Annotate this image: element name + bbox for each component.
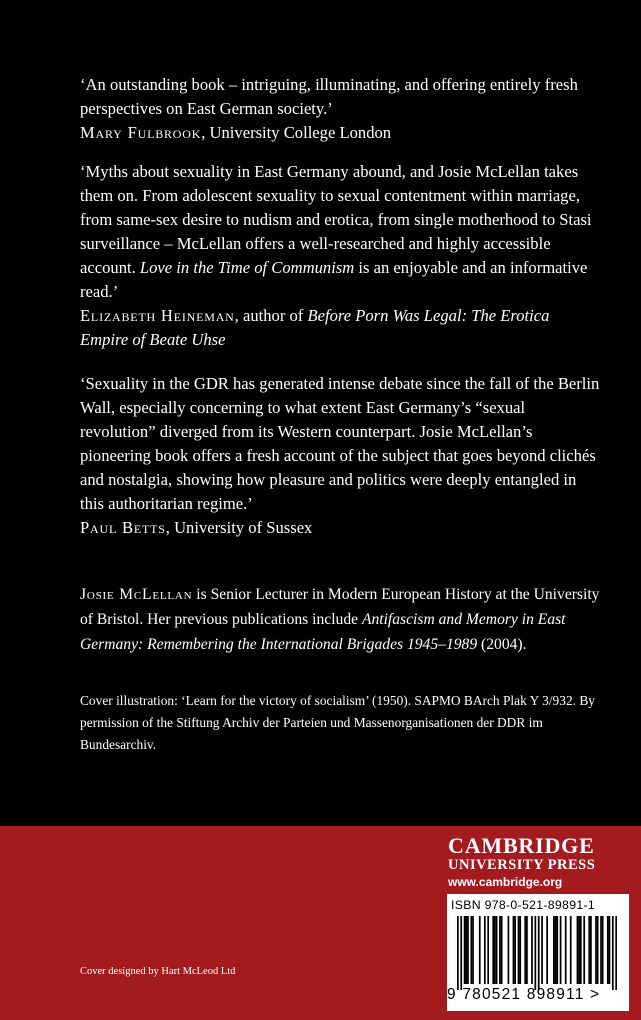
barcode-bar xyxy=(578,916,580,984)
quote-affiliation-title: Before Porn Was Legal: The Erotica Empire of Beate Uhse xyxy=(80,306,550,349)
author-name: Josie McLellan xyxy=(80,586,193,603)
endorsement-quote-2 xyxy=(80,160,600,352)
barcode-bar xyxy=(546,916,548,984)
barcode-bar xyxy=(499,916,501,984)
barcode-bar xyxy=(600,916,602,984)
quote-author: Paul Betts xyxy=(80,518,166,537)
cover-illustration-credit: Cover illustration: ‘Learn for the victory of socialism’ (1950). SAPMO BArch Plak Y 3/932. By permission of the Stiftung Archiv der Parteien und Massenorganisationen der DDR im Bundesarchiv. xyxy=(80,693,595,752)
barcode-bar xyxy=(519,916,521,984)
barcode-bar xyxy=(524,916,526,984)
barcode-bar xyxy=(534,916,536,990)
quote-text: ‘Sexuality in the GDR has generated intense debate since the fall of the Berlin Wall, especially concerning to what extent East Germany’s “sexual revolution” diverged from its Western counterpart. Josie McLellan’s pioneering book offers a fresh account of the subject that goes beyond clichés and nostalgia, showing how pleasure and politics were deeply entangled in this authoritarian regime.’ xyxy=(80,374,600,513)
quote-author: Mary Fulbrook xyxy=(80,123,202,142)
barcode-bar xyxy=(570,916,572,984)
bio-book-title: Antifascism and Memory in East Germany: Remembering the International Brigades 1945–1989 xyxy=(80,611,566,653)
barcode-bar xyxy=(583,916,585,984)
publisher-subtitle: UNIVERSITY PRESS xyxy=(448,857,596,873)
barcode-bar xyxy=(508,916,510,984)
barcode-bar xyxy=(526,916,528,984)
publisher-name: CAMBRIDGE xyxy=(448,833,595,858)
quote-attribution xyxy=(80,516,600,540)
quote-affiliation: , author of xyxy=(234,306,308,325)
barcode-bar xyxy=(487,916,489,984)
barcode-bar xyxy=(538,916,540,990)
barcode-bar xyxy=(467,916,469,984)
barcode-bar xyxy=(494,916,496,984)
barcode-bar xyxy=(560,916,562,984)
barcode-bar xyxy=(465,916,467,984)
barcode-bar xyxy=(577,916,579,984)
barcode-bar xyxy=(555,916,557,984)
barcode-bar xyxy=(541,916,543,984)
barcode-bar xyxy=(518,916,520,984)
barcode-bar xyxy=(514,916,516,984)
isbn-label: ISBN 978-0-521-89891-1 xyxy=(451,898,596,912)
barcode-bar xyxy=(531,916,533,984)
barcode-bar xyxy=(492,916,494,984)
isbn-barcode xyxy=(447,894,629,1011)
quote-affiliation: , University of Sussex xyxy=(165,518,313,537)
endorsement-quote-1 xyxy=(80,73,600,145)
barcode-bar xyxy=(615,916,617,990)
barcode-bar xyxy=(472,916,474,984)
publisher-logo xyxy=(448,835,628,891)
barcode-bar xyxy=(580,916,582,984)
barcode-bar xyxy=(602,916,604,984)
barcode-bar xyxy=(464,916,466,984)
quote-attribution xyxy=(80,304,600,352)
barcode-bar xyxy=(588,916,590,984)
barcode-bars xyxy=(457,916,617,990)
barcode-bar xyxy=(607,916,609,984)
endorsement-quote-3 xyxy=(80,372,600,540)
barcode-bar xyxy=(553,916,555,984)
barcode-bar xyxy=(479,916,481,984)
barcode-bar xyxy=(513,916,515,984)
quote-affiliation: , University College London xyxy=(201,123,392,142)
bio-text-end: (2004). xyxy=(477,636,527,653)
barcode-bar xyxy=(609,916,611,984)
barcode-bar xyxy=(565,916,567,984)
quote-text: ‘Myths about sexuality in East Germany abound, and Josie McLellan takes them on. From adolescent sexuality to sexual contentment within marriage, from same-sex desire to nudism and erotica, from single motherhood to Stasi surveillance – McLellan offers a well-researched and highly accessible account. xyxy=(80,162,592,277)
barcode-bar xyxy=(556,916,558,984)
barcode-digits: 9 780521 898911 > xyxy=(447,986,601,1003)
barcode-bar xyxy=(501,916,503,984)
quote-author: Elizabeth Heineman xyxy=(80,306,235,325)
barcode-bar xyxy=(595,916,597,984)
quote-text: ‘An outstanding book – intriguing, illuminating, and offering entirely fresh perspectives on East German society.’ xyxy=(80,75,578,118)
barcode-bar xyxy=(597,916,599,984)
barcode-bar xyxy=(484,916,486,984)
quote-attribution xyxy=(80,121,600,145)
barcode-bar xyxy=(457,916,459,990)
publisher-url: www.cambridge.org xyxy=(448,875,563,889)
quote-text-end: is an enjoyable and an informative read.’ xyxy=(80,258,588,301)
cover-designer-credit: Cover designed by Hart McLeod Ltd xyxy=(80,966,236,977)
barcode-bar xyxy=(612,916,614,990)
quote-book-title: Love in the Time of Communism xyxy=(139,258,355,277)
barcode-bar xyxy=(470,916,472,984)
barcode-bar xyxy=(460,916,462,990)
author-bio xyxy=(80,582,610,657)
barcode-bar xyxy=(590,916,592,984)
bio-text: is Senior Lecturer in Modern European History at the University of Bristol. Her previous publications include xyxy=(80,586,600,628)
barcode-bar xyxy=(496,916,498,984)
